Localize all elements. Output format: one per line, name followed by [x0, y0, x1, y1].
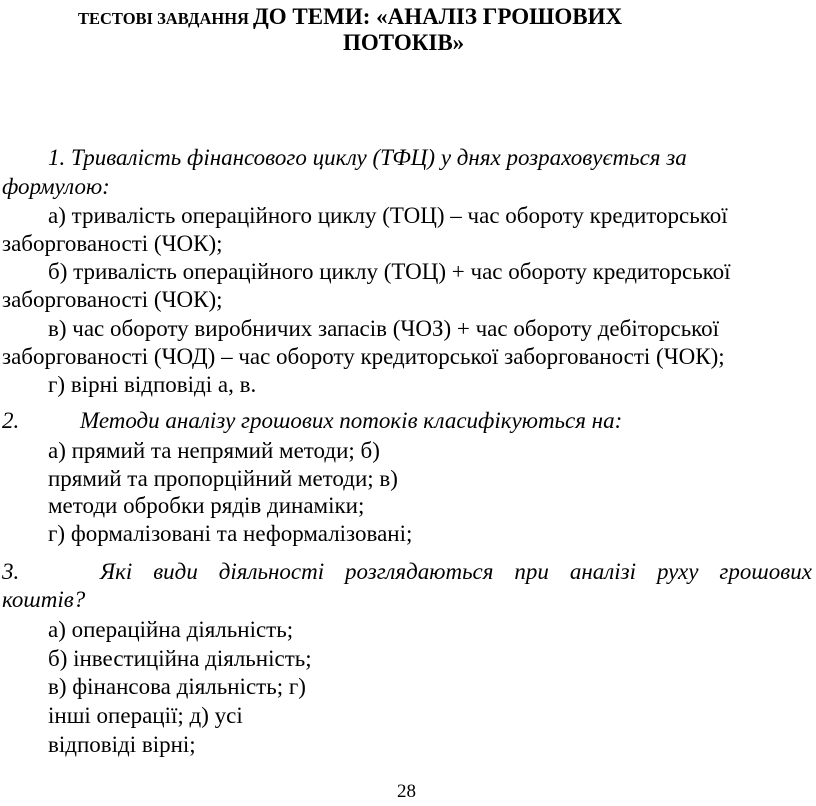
- q2-number: 2.: [2, 408, 20, 433]
- q1-option-b-line-2: заборгованості (ЧОК);: [2, 287, 223, 312]
- q3-word: аналізі: [569, 559, 637, 584]
- q2-options-line-4: г) формалізовані та неформалізовані;: [48, 521, 413, 546]
- q3-word: види: [153, 559, 198, 584]
- q3-word: розглядаються: [345, 559, 494, 584]
- q2-options-line-1: а) прямий та непрямий методи; б): [48, 438, 380, 463]
- q1-question-line-1: 1. Тривалість фінансового циклу (ТФЦ) у днях розраховується за: [48, 145, 687, 170]
- q2-question: Методи аналізу грошових потоків класифікуються на:: [80, 408, 623, 433]
- q1-option-b-line-1: б) тривалість операційного циклу (ТОЦ) + час обороту кредиторської: [48, 259, 731, 284]
- q3-number: 3.: [2, 559, 20, 584]
- q3-word: руху: [656, 559, 699, 584]
- q3-options-line-2: б) інвестиційна діяльність;: [48, 646, 312, 671]
- q3-question-line-1: [100, 557, 812, 586]
- title-main: ДО ТЕМИ: «АНАЛІЗ ГРОШОВИХ: [252, 4, 623, 29]
- q3-word: грошових: [719, 559, 812, 584]
- q1-option-d: г) вірні відповіді а, в.: [48, 372, 257, 397]
- q3-word: Які: [100, 559, 133, 584]
- page-title-line-1: [78, 4, 622, 30]
- q3-options-line-1: а) операційна діяльність;: [48, 617, 294, 642]
- q3-options-line-5: відповіді вірні;: [48, 732, 196, 757]
- q3-question-line-2: коштів?: [2, 587, 86, 612]
- title-prefix: ТЕСТОВІ ЗАВДАННЯ: [78, 9, 249, 28]
- q3-word: діяльності: [218, 559, 325, 584]
- q1-option-a-line-2: заборгованості (ЧОК);: [2, 231, 223, 256]
- q1-option-c-line-1: в) час обороту виробничих запасів (ЧОЗ) + час обороту дебіторської: [48, 316, 720, 341]
- q3-options-line-4: інші операції; д) усі: [48, 703, 243, 728]
- q2-options-line-3: методи обробки рядів динаміки;: [48, 493, 365, 518]
- q1-option-c-line-2: заборгованості (ЧОД) – час обороту кредиторської заборгованості (ЧОК);: [2, 344, 725, 369]
- q1-option-a-line-1: а) тривалість операційного циклу (ТОЦ) – час обороту кредиторської: [48, 203, 728, 228]
- page-title-line-2: ПОТОКІВ»: [343, 30, 465, 55]
- q1-question-line-2: формулою:: [2, 174, 110, 199]
- q3-word: при: [514, 559, 549, 584]
- q3-options-line-3: в) фінансова діяльність; г): [48, 674, 306, 699]
- page-number: 28: [397, 781, 416, 802]
- q2-options-line-2: прямий та пропорційний методи; в): [48, 466, 398, 491]
